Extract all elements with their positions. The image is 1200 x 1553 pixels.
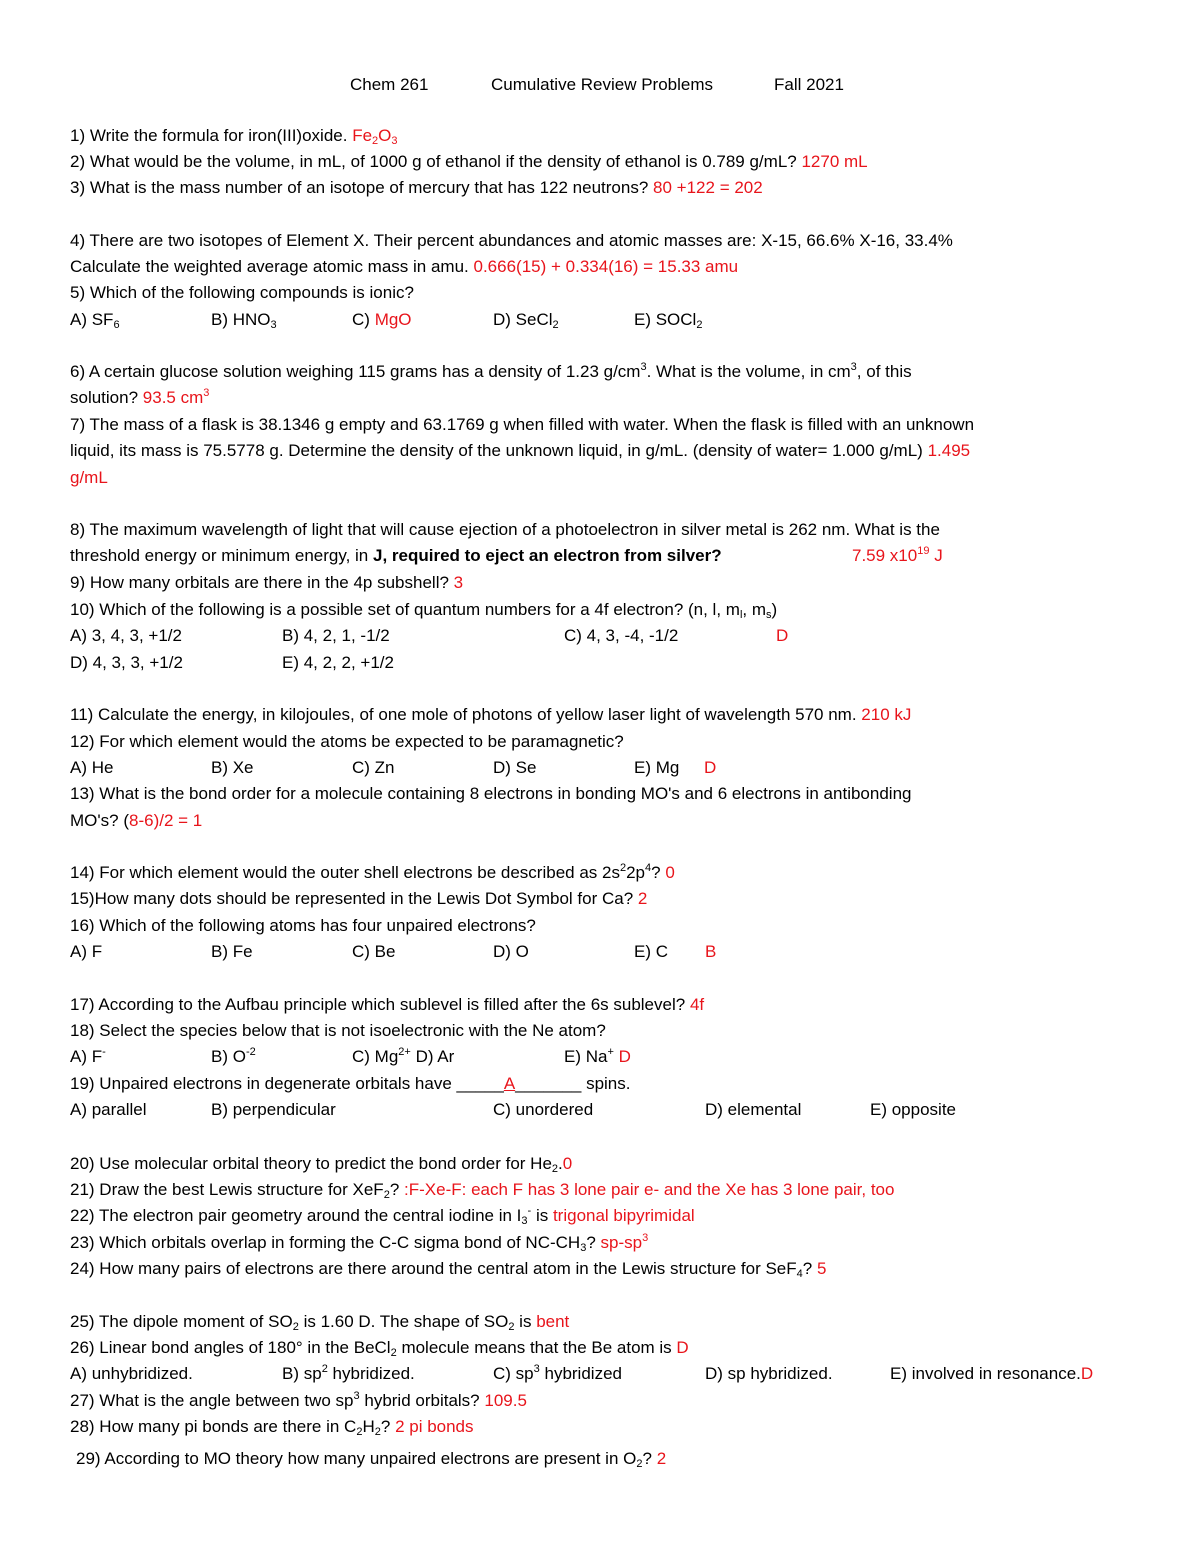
subscript: 2 — [383, 1189, 390, 1201]
answer: 1.495 — [927, 441, 971, 460]
question-text: threshold energy or minimum energy, in — [70, 546, 369, 565]
answer: :F-Xe-F: each F has 3 lone pair e- and the Xe has 3 lone pair, too — [404, 1180, 895, 1199]
question-text: ? — [642, 1449, 652, 1468]
answer-part: Fe — [352, 126, 373, 145]
answer-part: O — [378, 126, 392, 145]
question-text: . What is the volume, in cm — [646, 362, 851, 381]
option-e: E) Mg — [634, 758, 680, 777]
question-text: 6) A certain glucose solution weighing 115 grams has a density of 1.23 g/cm — [70, 362, 641, 381]
option-c: C) 4, 3, -4, -1/2 — [564, 626, 679, 645]
question-text: 24) How many pairs of electrons are there around the central atom in the Lewis structure for SeF — [70, 1259, 797, 1278]
question-8-line-1: 8) The maximum wavelength of light that will cause ejection of a photoelectron in silver metal is 262 nm. What is the — [70, 520, 940, 539]
answer — [143, 388, 210, 407]
question-1 — [70, 126, 398, 146]
question-19 — [70, 1074, 631, 1094]
answer: 2 — [656, 1449, 667, 1468]
answer: 109.5 — [484, 1391, 527, 1410]
question-text: , m — [742, 600, 767, 619]
superscript: 2 — [619, 862, 627, 874]
option-text: E) Na — [564, 1047, 608, 1066]
question-29 — [76, 1449, 666, 1469]
option-text: C) sp — [493, 1364, 534, 1383]
answer: 2 pi bonds — [395, 1417, 474, 1436]
subscript: 2 — [292, 1321, 299, 1333]
question-text: 14) For which element would the outer shell electrons be described as 2s — [70, 863, 620, 882]
option-e — [564, 1047, 631, 1067]
question-27 — [70, 1391, 527, 1411]
question-21 — [70, 1180, 894, 1200]
answer: D — [1080, 1364, 1094, 1383]
option-text: A) F — [70, 1047, 103, 1066]
superscript: - — [527, 1205, 532, 1217]
question-text: molecule means that the Be atom is — [401, 1338, 672, 1357]
subscript: 3 — [580, 1242, 587, 1254]
subscript: 4 — [796, 1268, 803, 1280]
answer: 210 kJ — [861, 705, 912, 724]
question-text: 22) The electron pair geometry around the central iodine in I — [70, 1206, 522, 1225]
question-text: 21) Draw the best Lewis structure for XeF — [70, 1180, 384, 1199]
option-text: hybridized. — [332, 1364, 415, 1383]
answer: D — [776, 626, 789, 645]
question-text: 11) Calculate the energy, in kilojoules, of one mole of photons of yellow laser light of wavelength 570 nm. — [70, 705, 857, 724]
question-text: ? — [651, 863, 661, 882]
question-28 — [70, 1417, 474, 1437]
question-text: ? — [380, 1417, 391, 1436]
option-e — [890, 1364, 1093, 1384]
subscript: 2 — [552, 319, 559, 331]
question-text: is 1.60 D. The shape of SO — [303, 1312, 509, 1331]
option-c — [493, 1364, 622, 1384]
question-text: , of this — [856, 362, 912, 381]
question-text: ? — [802, 1259, 813, 1278]
subscript: 2 — [508, 1321, 515, 1333]
superscript: 3 — [640, 361, 647, 373]
subscript: 2 — [374, 1426, 381, 1438]
superscript: 3 — [353, 1390, 360, 1402]
option-text: B) sp — [282, 1364, 322, 1383]
subscript: 6 — [113, 319, 120, 331]
question-text: 19) Unpaired electrons in degenerate orbitals have — [70, 1074, 452, 1093]
question-text: 20) Use molecular orbital theory to predict the bond order for He — [70, 1154, 552, 1173]
question-24 — [70, 1259, 826, 1279]
superscript: - — [102, 1046, 106, 1058]
question-18: 18) Select the species below that is not isoelectronic with the Ne atom? — [70, 1021, 606, 1040]
question-4-line-2 — [70, 257, 738, 277]
answer: D — [676, 1338, 689, 1357]
option-text: C) — [352, 310, 370, 329]
question-text-bold: J, required to eject an electron from silver? — [373, 546, 722, 565]
answer: 2 — [637, 889, 648, 908]
option-b — [211, 310, 277, 330]
answer: 8-6)/2 = 1 — [129, 811, 203, 830]
question-text: is — [519, 1312, 532, 1331]
question-text: 28) How many pi bonds are there in — [70, 1417, 340, 1436]
option-d: D) elemental — [705, 1100, 802, 1119]
answer: 1270 mL — [801, 152, 868, 171]
question-4-line-1: 4) There are two isotopes of Element X. Their percent abundances and atomic masses are: X-15, 66.6% X-16, 33.4% — [70, 231, 953, 250]
question-text: 27) What is the angle between two sp — [70, 1391, 354, 1410]
question-text: solution? — [70, 388, 139, 407]
option-b — [282, 1364, 415, 1384]
term-label: Fall 2021 — [774, 75, 844, 94]
superscript: 3 — [533, 1363, 540, 1375]
answer-text: 93.5 cm — [142, 388, 204, 407]
answer: bent — [536, 1312, 570, 1331]
superscript: -2 — [245, 1046, 256, 1058]
option-text: E) SOCl — [634, 310, 697, 329]
answer-subscript: 3 — [391, 135, 398, 147]
option-text: B) O — [211, 1047, 246, 1066]
subscript: 2 — [696, 319, 703, 331]
answer: 3 — [453, 573, 464, 592]
answer-text: sp-sp — [600, 1233, 643, 1252]
option-b: B) 4, 2, 1, -1/2 — [282, 626, 390, 645]
option-a: A) parallel — [70, 1100, 147, 1119]
question-23 — [70, 1233, 648, 1253]
question-text: ) — [771, 600, 778, 619]
question-text: 2p — [626, 863, 646, 882]
option-b: B) Xe — [211, 758, 254, 777]
formula-part: C — [344, 1417, 357, 1436]
question-6-line-1 — [70, 362, 912, 382]
question-12: 12) For which element would the atoms be expected to be paramagnetic? — [70, 732, 624, 751]
answer: MgO — [374, 310, 412, 329]
option-e: E) opposite — [870, 1100, 956, 1119]
answer: 0.666(15) + 0.334(16) = 15.33 amu — [473, 257, 739, 276]
answer: 80 +122 = 202 — [653, 178, 763, 197]
answer-superscript: 3 — [203, 387, 210, 399]
answer: A — [503, 1074, 516, 1093]
question-8-line-2 — [70, 546, 1170, 566]
question-13-line-2 — [70, 811, 202, 831]
answer: 5 — [816, 1259, 827, 1278]
answer — [852, 546, 943, 566]
option-text: E) involved in resonance. — [890, 1364, 1081, 1383]
question-text: . — [558, 1154, 563, 1173]
question-22 — [70, 1206, 695, 1226]
option-text: A) SF — [70, 310, 114, 329]
blank: _____ — [456, 1074, 504, 1093]
question-20 — [70, 1154, 572, 1174]
question-text: 29) According to MO theory how many unpaired electrons are present in O — [76, 1449, 637, 1468]
question-text: 15)How many dots should be represented in the Lewis Dot Symbol for Ca? — [70, 889, 634, 908]
option-a: A) 3, 4, 3, +1/2 — [70, 626, 182, 645]
option-d — [493, 310, 559, 330]
question-13-line-1: 13) What is the bond order for a molecule containing 8 electrons in bonding MO's and 6 electrons in antibonding — [70, 784, 912, 803]
question-25 — [70, 1312, 569, 1332]
formula — [344, 1417, 381, 1436]
question-7-answer-unit: g/mL — [70, 468, 108, 487]
option-c — [352, 310, 412, 330]
question-text: spins. — [586, 1074, 631, 1093]
option-c: C) Zn — [352, 758, 395, 777]
option-d: D) 4, 3, 3, +1/2 — [70, 653, 183, 672]
blank: _______ — [515, 1074, 582, 1093]
question-text: ? — [389, 1180, 400, 1199]
question-text: 26) Linear bond angles of 180° in the BeCl — [70, 1338, 391, 1357]
option-a: A) F — [70, 942, 103, 961]
course-name: Chem 261 — [350, 75, 429, 94]
option-e: E) 4, 2, 2, +1/2 — [282, 653, 394, 672]
answer: D — [618, 1047, 631, 1066]
subscript: 2 — [390, 1347, 397, 1359]
option-text: B) HNO — [211, 310, 271, 329]
question-6-line-2 — [70, 388, 209, 408]
option-c: C) Be — [352, 942, 396, 961]
answer-exponent: 19 — [917, 545, 930, 557]
question-15 — [70, 889, 647, 909]
formula-part: H — [362, 1417, 375, 1436]
answer — [352, 126, 397, 145]
question-text: 9) How many orbitals are there in the 4p subshell? — [70, 573, 449, 592]
answer: 0 — [562, 1154, 573, 1173]
option-d: D) Se — [493, 758, 537, 777]
question-text: is — [535, 1206, 549, 1225]
option-d: D) O — [493, 942, 529, 961]
question-text: 23) Which orbitals overlap in forming the C-C sigma bond of NC-CH — [70, 1233, 581, 1252]
option-a — [70, 310, 120, 330]
question-text: MO's? — [70, 811, 119, 830]
subscript: 2 — [551, 1163, 559, 1175]
answer: D — [704, 758, 717, 777]
superscript: + — [607, 1046, 614, 1058]
option-b: B) perpendicular — [211, 1100, 336, 1119]
question-10 — [70, 600, 777, 620]
document-title: Cumulative Review Problems — [491, 75, 714, 94]
question-text: ? — [586, 1233, 596, 1252]
option-text: C) Mg — [352, 1047, 399, 1066]
question-text: 2) What would be the volume, in mL, of 1000 g of ethanol if the density of ethanol is 0.789 g/mL? — [70, 152, 797, 171]
subscript: 3 — [270, 319, 277, 331]
question-text: Calculate the weighted average atomic mass in amu. — [70, 257, 469, 276]
question-16: 16) Which of the following atoms has four unpaired electrons? — [70, 916, 536, 935]
answer-subscript: 2 — [372, 135, 379, 147]
question-text: hybrid orbitals? — [364, 1391, 480, 1410]
question-14 — [70, 863, 675, 883]
question-11 — [70, 705, 911, 725]
question-5: 5) Which of the following compounds is ionic? — [70, 283, 414, 302]
answer-text: 7.59 x10 — [852, 546, 918, 565]
option-a: A) He — [70, 758, 114, 777]
superscript: 2+ — [398, 1046, 411, 1058]
option-c — [352, 1047, 454, 1067]
answer: 0 — [665, 863, 675, 882]
subscript: l — [739, 609, 743, 621]
answer: 4f — [689, 995, 705, 1014]
question-text: liquid, its mass is 75.5778 g. Determine the density of the unknown liquid, in g/mL. (density of water= 1.000 g/mL) — [70, 441, 923, 460]
superscript: 2 — [321, 1363, 328, 1375]
option-b — [211, 1047, 256, 1067]
option-text: D) SeCl — [493, 310, 553, 329]
answer-superscript: 3 — [642, 1232, 649, 1244]
question-text: 17) According to the Aufbau principle which sublevel is filled after the 6s sublevel? — [70, 995, 686, 1014]
answer: B — [705, 942, 717, 961]
question-9 — [70, 573, 463, 593]
question-26 — [70, 1338, 689, 1358]
subscript: 2 — [356, 1426, 363, 1438]
subscript: 3 — [521, 1215, 528, 1227]
option-a: A) unhybridized. — [70, 1364, 193, 1383]
answer — [601, 1233, 649, 1252]
option-e — [634, 310, 702, 330]
superscript: 3 — [850, 361, 857, 373]
option-b: B) Fe — [211, 942, 253, 961]
answer-blank — [457, 1074, 582, 1093]
answer-unit: J — [934, 546, 943, 565]
option-d: D) sp hybridized. — [705, 1364, 833, 1383]
subscript: 2 — [636, 1458, 643, 1470]
answer: trigonal bipyrimidal — [552, 1206, 695, 1225]
question-7-line-1: 7) The mass of a flask is 38.1346 g empty and 63.1769 g when filled with water. When the flask is filled with an unknown — [70, 415, 975, 434]
question-2 — [70, 152, 868, 172]
question-7-line-2 — [70, 441, 970, 461]
option-e: E) C — [634, 942, 668, 961]
option-text: hybridized — [544, 1364, 622, 1383]
question-text: 25) The dipole moment of SO — [70, 1312, 293, 1331]
subscript: s — [766, 609, 772, 621]
question-text: 3) What is the mass number of an isotope of mercury that has 122 neutrons? — [70, 178, 649, 197]
question-3 — [70, 178, 763, 198]
superscript: 4 — [645, 862, 652, 874]
question-text: 1) Write the formula for iron(III)oxide. — [70, 126, 348, 145]
question-17 — [70, 995, 704, 1015]
option-c: C) unordered — [493, 1100, 594, 1119]
option-d: D) Ar — [415, 1047, 455, 1066]
answer-paren: ( — [123, 811, 129, 830]
question-text: 10) Which of the following is a possible set of quantum numbers for a 4f electron? (n, l, m — [70, 600, 740, 619]
option-a — [70, 1047, 106, 1067]
